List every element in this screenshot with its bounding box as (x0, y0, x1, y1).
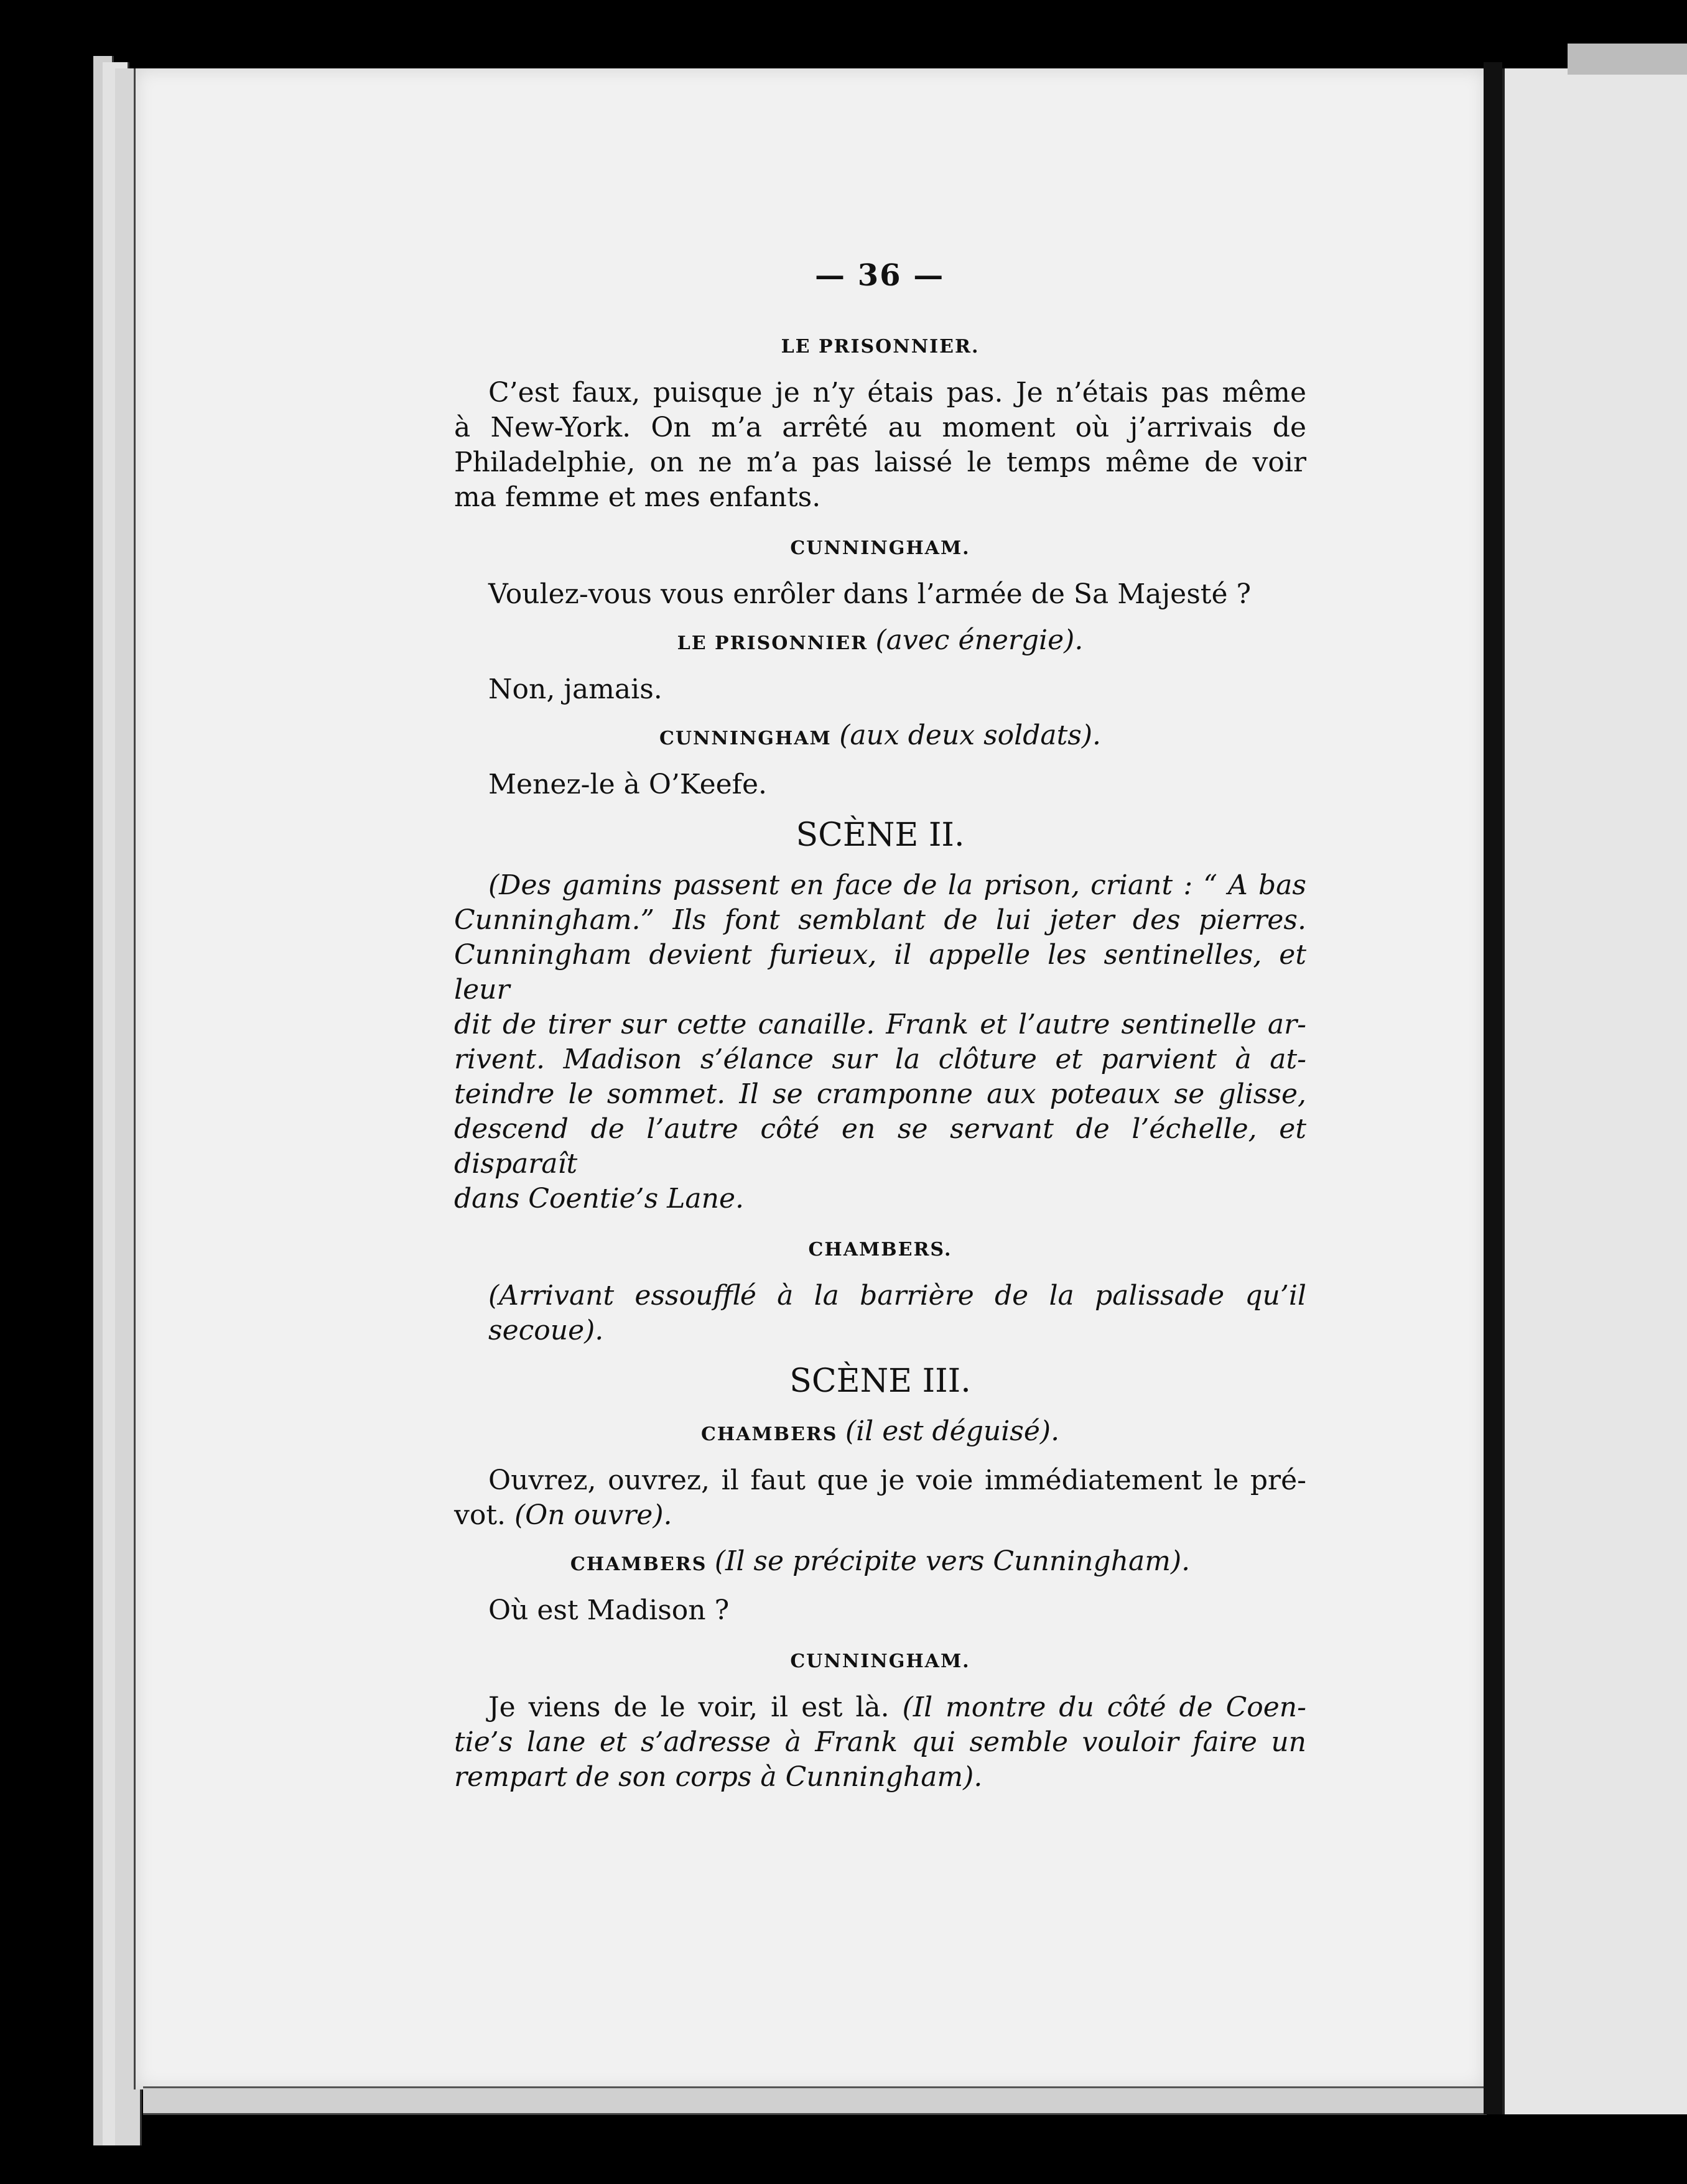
stage-direction: (avec énergie). (875, 624, 1084, 656)
stage-direction-line: Cunningham.” Ils font semblant de lui jeter des pierres. (454, 904, 1306, 936)
next-page (1502, 68, 1687, 2114)
text-line: Menez-le à O’Keefe. (488, 769, 767, 800)
text-line (454, 1690, 1306, 1725)
text-line: Où est Madison ? (488, 1594, 730, 1626)
stage-direction-line: descend de l’autre côté en se servant de l’échelle, et disparaît (454, 1113, 1306, 1180)
speaker-with-direction (454, 1544, 1306, 1582)
stage-direction-line: tie’s lane et s’adresse à Frank qui semble vouloir faire un (454, 1726, 1306, 1758)
speaker-name: CUNNINGHAM (659, 728, 832, 749)
speaker-with-direction (454, 623, 1306, 661)
top-right-strip (1568, 44, 1687, 75)
speaker-with-direction (454, 718, 1306, 756)
text-line: ma femme et mes enfants. (454, 481, 821, 513)
page-text (454, 330, 1306, 1795)
page-number: — 36 — (815, 258, 945, 293)
stage-direction: (On ouvre). (514, 1499, 672, 1531)
stage-direction-line: (Arrivant essoufflé à la barrière de la palissade qu’il secoue). (488, 1280, 1306, 1346)
text-fragment: vot. (454, 1499, 506, 1531)
stage-direction-line: dans Coentie’s Lane. (454, 1183, 744, 1215)
speaker-name: CUNNINGHAM. (790, 1650, 970, 1672)
stage-direction-line: dit de tirer sur cette canaille. Frank et l’autre sentinelle ar- (454, 1009, 1306, 1040)
stage-direction-line: Cunningham devient furieux, il appelle les sentinelles, et leur (454, 939, 1306, 1006)
text-line: C’est faux, puisque je n’y étais pas. Je n’étais pas même (488, 377, 1306, 409)
text-line: à New-York. On m’a arrêté au moment où j’arrivais de (454, 412, 1306, 443)
stage-direction-line: rempart de son corps à Cunningham). (454, 1761, 983, 1793)
speaker-name: CHAMBERS (570, 1553, 707, 1575)
stage-direction-line: (Des gamins passent en face de la prison, criant : “ A bas (488, 869, 1306, 901)
scene-heading: SCÈNE II. (796, 817, 965, 854)
text-line (454, 1498, 1306, 1533)
speaker-with-direction (454, 1414, 1306, 1452)
stage-direction-line: rivent. Madison s’élance sur la clôture et parvient à at- (454, 1043, 1306, 1075)
speaker-name: CHAMBERS (700, 1423, 838, 1445)
stage-direction-line: teindre le sommet. Il se cramponne aux poteaux se glisse, (454, 1078, 1306, 1110)
stage-direction: (il est déguisé). (845, 1415, 1060, 1447)
text-line: Ouvrez, ouvrez, il faut que je voie immédiatement le pré- (488, 1464, 1306, 1496)
speaker-name: LE PRISONNIER. (781, 336, 980, 358)
stage-direction: (aux deux soldats). (839, 720, 1102, 751)
stage-direction: (Il se précipite vers Cunningham). (714, 1545, 1191, 1577)
speaker-name: LE PRISONNIER (677, 632, 868, 654)
speaker-name: CUNNINGHAM. (790, 537, 970, 559)
speaker-name: CHAMBERS. (808, 1239, 952, 1261)
stage-direction: (Il montre du côté de Coen- (902, 1691, 1306, 1723)
text-line: Philadelphie, on ne m’a pas laissé le temps même de voir (454, 447, 1306, 478)
page-bottom-edge (143, 2086, 1487, 2115)
binding-gutter (1484, 62, 1502, 2114)
text-fragment: Je viens de le voir, il est là. (488, 1691, 890, 1723)
scene-heading: SCÈNE III. (789, 1363, 971, 1400)
text-line: Non, jamais. (488, 673, 662, 705)
text-line: Voulez-vous vous enrôler dans l’armée de Sa Majesté ? (488, 578, 1252, 610)
